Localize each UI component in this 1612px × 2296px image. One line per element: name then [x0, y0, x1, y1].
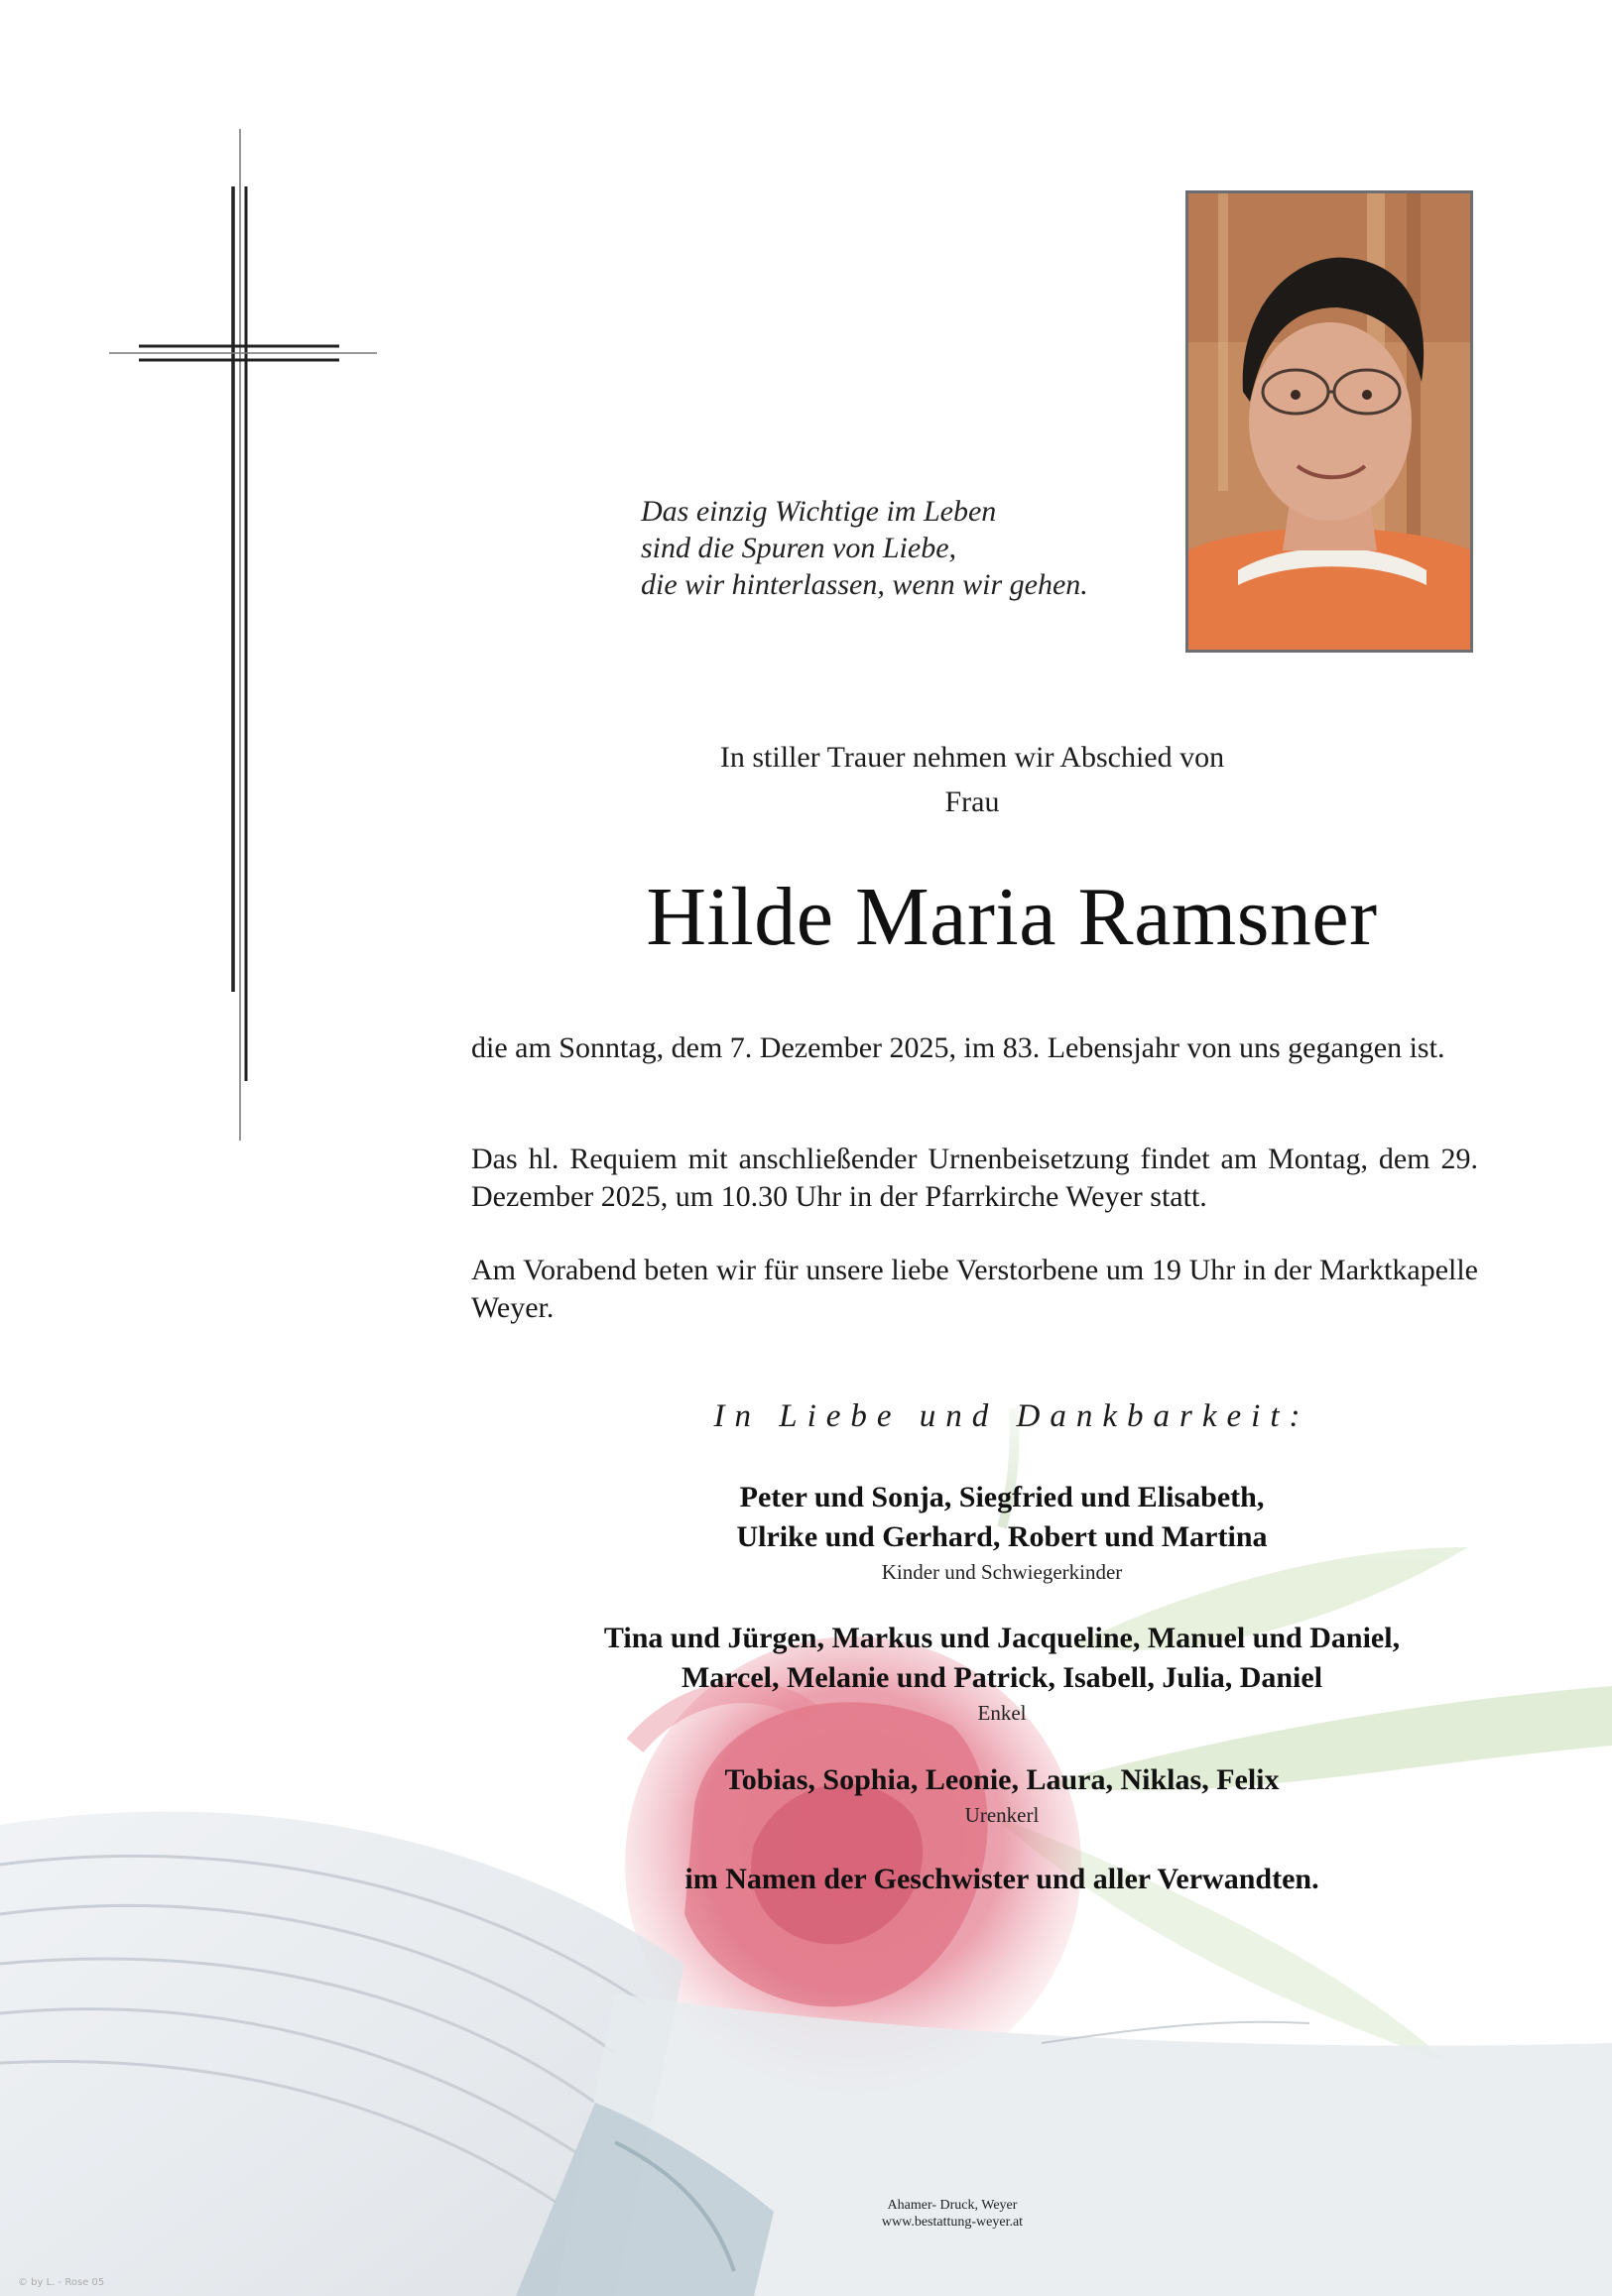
requiem-paragraph: Das hl. Requiem mit anschließender Urnenbeisetzung findet am Montag, dem 29. Dezember 2025, um 10.30 Uhr in der Pfarrkirche Weyer statt.: [471, 1143, 1478, 1213]
image-credit: © by L. - Rose 05: [18, 2277, 105, 2288]
cross-icon: [109, 129, 377, 1141]
children-relation: Kinder und Schwiegerkinder: [881, 1560, 1123, 1584]
quote-line-2: sind die Spuren von Liebe,: [641, 532, 957, 564]
children-line-1: Peter und Sonja, Siegfried und Elisabeth,: [739, 1481, 1265, 1513]
grandchildren-relation: Enkel: [977, 1701, 1027, 1725]
vigil-paragraph: Am Vorabend beten wir für unsere liebe Verstorbene um 19 Uhr in der Marktkapelle Weyer.: [471, 1254, 1478, 1324]
children-line-2: Ulrike und Gerhard, Robert und Martina: [736, 1520, 1268, 1553]
quote-line-1: Das einzig Wichtige im Leben: [641, 495, 997, 528]
deceased-name: Hilde Maria Ramsner: [646, 871, 1378, 963]
memorial-quote: [641, 493, 1088, 603]
grandchildren-line-2: Marcel, Melanie und Patrick, Isabell, Julia, Daniel: [681, 1661, 1323, 1694]
intro-line: In stiller Trauer nehmen wir Abschied von: [719, 741, 1225, 774]
grandchildren-line-1: Tina und Jürgen, Markus und Jacqueline, Manuel und Daniel,: [603, 1622, 1401, 1654]
death-notice-paragraph: die am Sonntag, dem 7. Dezember 2025, im 83. Lebensjahr von uns gegangen ist.: [471, 1031, 1445, 1064]
printer-website: www.bestattung-weyer.at: [881, 2215, 1024, 2230]
closing-line: im Namen der Geschwister und aller Verwandten.: [684, 1863, 1319, 1895]
great-grandchildren-line: Tobias, Sophia, Leonie, Laura, Niklas, Felix: [724, 1763, 1280, 1796]
salutation: Frau: [944, 785, 1000, 818]
printer-footer: [774, 2197, 1131, 2231]
gratitude-heading: In Liebe und Dankbarkeit:: [713, 1398, 1310, 1434]
portrait-photo: [1185, 190, 1473, 653]
great-grandchildren-relation: Urenkerl: [964, 1803, 1040, 1827]
quote-line-3: die wir hinterlassen, wenn wir gehen.: [641, 568, 1088, 601]
printer-name: Ahamer- Druck, Weyer: [887, 2198, 1018, 2213]
